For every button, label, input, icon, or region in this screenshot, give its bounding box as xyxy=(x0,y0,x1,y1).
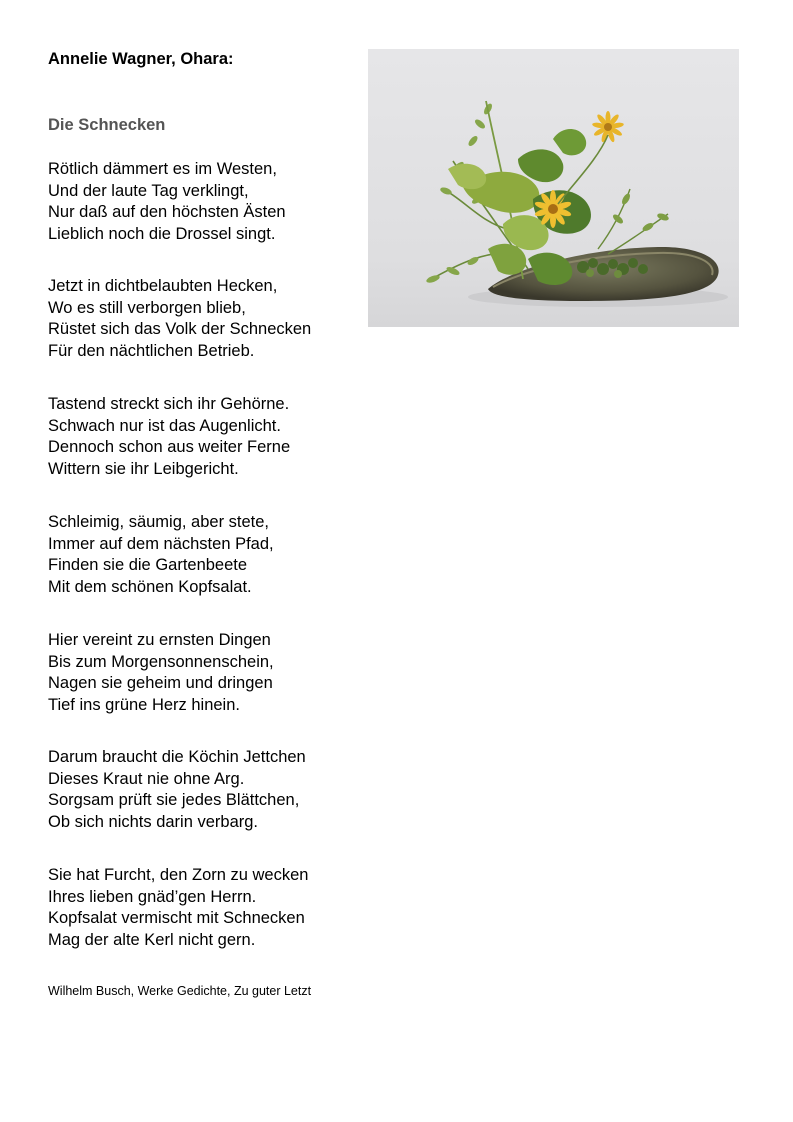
poem-line: Und der laute Tag verklingt, xyxy=(48,181,249,200)
poem-line: Ob sich nichts darin verbarg. xyxy=(48,813,259,832)
poem-line: Tief ins grüne Herz hinein. xyxy=(48,696,240,715)
poem-line: Für den nächtlichen Betrieb. xyxy=(48,342,255,361)
poem-line: Schwach nur ist das Augenlicht. xyxy=(48,416,281,435)
poem-line: Immer auf dem nächsten Pfad, xyxy=(48,534,274,553)
poem-line: Nagen sie geheim und dringen xyxy=(48,674,273,693)
poem-line: Schleimig, säumig, aber stete, xyxy=(48,513,270,531)
stanza-6 xyxy=(48,747,306,834)
author-heading: Annelie Wagner, Ohara: xyxy=(48,50,234,68)
poem-line: Jetzt in dichtbelaubten Hecken, xyxy=(48,277,278,295)
poem-line: Wo es still verborgen blieb, xyxy=(48,298,246,317)
poem-line: Mit dem schönen Kopfsalat. xyxy=(48,578,252,597)
poem-line: Mag der alte Kerl nicht gern. xyxy=(48,931,256,950)
ikebana-photo xyxy=(368,49,739,327)
stanza-3 xyxy=(48,394,290,481)
poem-title: Die Schnecken xyxy=(48,116,166,134)
poem-line: Rüstet sich das Volk der Schnecken xyxy=(48,320,312,339)
poem-line: Wittern sie ihr Leibgericht. xyxy=(48,460,239,479)
poem-line: Hier vereint zu ernsten Dingen xyxy=(48,631,271,649)
poem-line: Darum braucht die Köchin Jettchen xyxy=(48,748,306,766)
poem-line: Sie hat Furcht, den Zorn zu wecken xyxy=(48,866,309,884)
poem-line: Dennoch schon aus weiter Ferne xyxy=(48,438,291,457)
stanza-2 xyxy=(48,276,311,363)
stanza-7 xyxy=(48,865,308,952)
poem-line: Rötlich dämmert es im Westen, xyxy=(48,160,277,178)
poem-line: Nur daß auf den höchsten Ästen xyxy=(48,203,286,222)
poem-line: Ihres lieben gnäd’gen Herrn. xyxy=(48,887,257,906)
stanza-5 xyxy=(48,630,274,717)
poem-line: Lieblich noch die Drossel singt. xyxy=(48,225,276,244)
poem-line: Kopfsalat vermischt mit Schnecken xyxy=(48,909,305,928)
source-citation: Wilhelm Busch, Werke Gedichte, Zu guter Letzt xyxy=(48,984,312,998)
stanza-1 xyxy=(48,159,286,246)
stanza-4 xyxy=(48,512,274,599)
poem-line: Dieses Kraut nie ohne Arg. xyxy=(48,769,245,788)
poem-line: Sorgsam prüft sie jedes Blättchen, xyxy=(48,791,300,810)
poem-line: Tastend streckt sich ihr Gehörne. xyxy=(48,395,290,413)
poem-line: Finden sie die Gartenbeete xyxy=(48,556,248,575)
poem-line: Bis zum Morgensonnenschein, xyxy=(48,652,274,671)
